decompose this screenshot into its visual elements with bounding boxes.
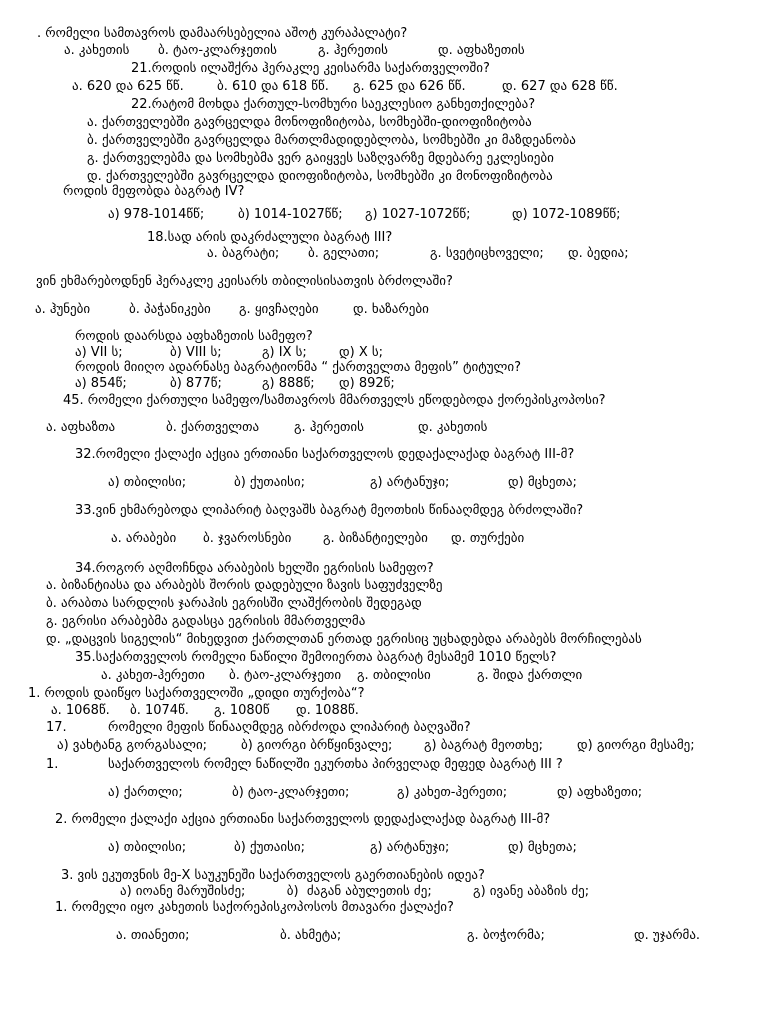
option-g: გ) კახეთ-ჰერეთი; xyxy=(397,785,508,800)
option-g: გ) არტანუჯი; xyxy=(370,475,450,490)
question-32: 32.რომელი ქალაქი აქცია ერთიანი საქართველოს დედაქალაქად ბაგრატ III-მ? xyxy=(75,447,575,462)
option-b: ბ) ქუთაისი; xyxy=(234,840,306,855)
option-d: დ. თურქები xyxy=(451,531,525,546)
option-b: ბ) VIII ს; xyxy=(170,345,222,360)
question-34-option-a: ა. ბიზანტიასა და არაბებს შორის დადებული ზავის საფუძველზე xyxy=(46,578,443,593)
option-d: დ) აფხაზეთი; xyxy=(557,785,643,800)
option-d: დ. კახეთის xyxy=(418,420,488,435)
question-2-capital: 2. რომელი ქალაქი აქცია ერთიანი საქართველოს დედაქალაქად ბაგრატ III-მ? xyxy=(55,812,551,827)
question-heraclius-allies: ვინ ეხმარებოდნენ ჰერაკლე კეისარს თბილისისათვის ბრძოლაში? xyxy=(36,274,453,289)
option-b: ბ) ქუთაისი; xyxy=(234,475,306,490)
options-2-capital xyxy=(0,840,768,856)
option-a: ა. ბაგრატი; xyxy=(207,246,280,261)
option-g: გ) ბაგრატ მეოთხე; xyxy=(424,738,544,753)
option-g: გ) არტანუჯი; xyxy=(370,840,450,855)
options-21 xyxy=(0,79,768,95)
option-g: გ. ბიზანტიელები xyxy=(323,531,428,546)
question-bagrat-iv: როდის მეფობდა ბაგრატ IV? xyxy=(63,184,245,199)
option-a: ა) ვახტანგ გორგასალი; xyxy=(57,738,208,753)
question-34-option-d: დ. „დაცვის სიგელის“ მიხედვით ქართლთან ერთად ეგრისიც უცხადებდა არაბებს მორჩილებას xyxy=(46,632,642,647)
option-g: გ. სვეტიცხოველი; xyxy=(430,246,544,261)
options-kings-title xyxy=(0,376,768,392)
option-b: ბ. 610 და 618 წწ. xyxy=(217,79,329,94)
question-34: 34.როგორ აღმოჩნდა არაბების ხელში ეგრისის სამეფო? xyxy=(75,561,434,576)
options-32 xyxy=(0,475,768,491)
option-g: გ) IX ს; xyxy=(262,345,307,360)
option-a: ა. 620 და 625 წწ. xyxy=(72,79,184,94)
option-d: დ) X ს; xyxy=(339,345,384,360)
question-great-turkish: 1. როდის დაიწყო საქართველოში „დიდი თურქობა“? xyxy=(28,686,365,701)
option-a: ა. კახეთ-ჰერეთი xyxy=(101,668,205,683)
option-g: გ) 888წ; xyxy=(262,376,315,391)
question-kings-title: როდის მიიღო ადარნასე ბაგრატიონმა “ ქართველთა მეფის” ტიტული? xyxy=(75,360,522,375)
option-d: დ) მცხეთა; xyxy=(508,475,577,490)
option-d: დ. უჯარმა. xyxy=(634,928,701,943)
option-a: ა. კახეთის xyxy=(64,43,130,58)
option-b: ბ) 877წ; xyxy=(170,376,222,391)
question-ashot-principality: . რომელი სამთავროს დამაარსებელია აშოტ კურაპალატი? xyxy=(37,26,408,41)
option-g: გ. თბილისი xyxy=(357,668,431,683)
question-22-option-d: დ. ქართველებში გავრცელდა დიოფიზიტობა, სომხებში კი მონოფიზიტობა xyxy=(87,169,553,184)
question-1-coronation xyxy=(0,757,768,773)
options-abkhaz-kingdom xyxy=(0,345,768,361)
option-b: ბ. 1074წ. xyxy=(130,703,189,718)
question-number: 17. xyxy=(46,720,67,735)
option-d: დ) მცხეთა; xyxy=(508,840,577,855)
option-g: გ. ჰერეთის xyxy=(294,420,364,435)
question-21: 21.როდის ილაშქრა ჰერაკლე კეისარმა საქართველოში? xyxy=(131,61,490,76)
options-45 xyxy=(0,420,768,436)
option-a: ა) VII ს; xyxy=(75,345,123,360)
question-22: 22.რატომ მოხდა ქართულ-სომხური საეკლესიო განხეთქილება? xyxy=(131,97,536,112)
option-b: ბ. ქართველთა xyxy=(166,420,260,435)
options-35 xyxy=(0,668,768,684)
option-d: დ) 1072-1089წწ; xyxy=(512,207,621,222)
question-34-option-g: გ. ეგრისი არაბებმა გადასცა ეგრისის მმართველმა xyxy=(46,614,366,629)
option-a: ა) თბილისი; xyxy=(108,840,187,855)
option-b: ბ) ტაო-კლარჯეთი; xyxy=(232,785,350,800)
options-3-unification: ა) იოანე მარუშისძე; ბ) ძაგან აბულეთის ძე; გ) ივანე აბაზის ძე; xyxy=(120,884,590,899)
question-17 xyxy=(0,720,768,736)
option-g: გ. 1080წ xyxy=(214,703,270,718)
option-a: ა) 978-1014წწ; xyxy=(108,207,205,222)
option-a: ა. ჰუნები xyxy=(35,302,91,317)
question-22-option-g: გ. ქართველებმა და სომხებმა ვერ გაიყვეს საზღვარზე მდებარე ეკლესიები xyxy=(87,151,554,166)
option-b: ბ. პაჭანიკები xyxy=(129,302,211,317)
question-3-unification: 3. ვის ეკუთვნის მე-X საუკუნეში საქართველოს გაერთიანების იდეა? xyxy=(61,868,485,883)
question-45: 45. რომელი ქართული სამეფო/სამთავროს მმართველს ეწოდებოდა ქორეპისკოპოსი? xyxy=(63,393,606,408)
option-a: ა) 854წ; xyxy=(75,376,127,391)
option-d: დ. 627 და 628 წწ. xyxy=(502,79,618,94)
option-b: ბ. ახმეტა; xyxy=(280,928,342,943)
option-g2: გ. შიდა ქართლი xyxy=(477,668,583,683)
option-d: დ) 892წ; xyxy=(339,376,395,391)
question-35: 35.საქართველოს რომელი ნაწილი შემოიერთა ბაგრატ მესამემ 1010 წელს? xyxy=(75,650,557,665)
option-a: ა. აფხაზთა xyxy=(46,420,116,435)
option-b: ბ. ჯვაროსნები xyxy=(203,531,292,546)
question-33: 33.ვინ ეხმარებოდა ლიპარიტ ბაღვაშს ბაგრატ მეოთხის წინააღმდეგ ბრძოლაში? xyxy=(75,503,584,518)
option-g: გ. ყივჩაღები xyxy=(239,302,319,317)
option-d: დ) გიორგი მესამე; xyxy=(577,738,695,753)
option-a: ა. თიანეთი; xyxy=(116,928,190,943)
option-b: ბ) გიორგი ბრწყინვალე; xyxy=(241,738,393,753)
question-abkhaz-kingdom: როდის დაარსდა აფხაზეთის სამეფო? xyxy=(75,329,313,344)
option-g: გ) 1027-1072წწ; xyxy=(365,207,471,222)
question-text: საქართველოს რომელ ნაწილში ეკურთხა პირველად მეფედ ბაგრატ III ? xyxy=(108,757,563,772)
options-ashot xyxy=(0,43,768,59)
question-text: რომელი მეფის წინააღმდეგ იბრძოდა ლიპარიტ ბაღვაში? xyxy=(108,720,471,735)
options-1-coronation xyxy=(0,785,768,801)
options-1-chorepiscopate xyxy=(0,928,768,944)
option-d: დ. ხაზარები xyxy=(353,302,429,317)
option-a: ა. არაბები xyxy=(111,531,177,546)
option-g: გ. ბოჭორმა; xyxy=(467,928,545,943)
option-d: დ. 1088წ. xyxy=(296,703,359,718)
option-d: დ. ბედია; xyxy=(568,246,629,261)
options-heraclius xyxy=(0,302,768,318)
options-bagrat-iv xyxy=(0,207,768,223)
question-number: 1. xyxy=(46,757,59,772)
option-a: ა) თბილისი; xyxy=(108,475,187,490)
option-b: ბ. ტაო-კლარჯეთის xyxy=(158,43,277,58)
options-17 xyxy=(0,738,768,754)
question-18: 18.სად არის დაკრძალული ბაგრატ III? xyxy=(147,230,393,245)
question-1-chorepiscopate: 1. რომელი იყო კახეთის საქორეპისკოპოსოს მთავარი ქალაქი? xyxy=(55,900,454,915)
option-b: ბ) 1014-1027წწ; xyxy=(238,207,343,222)
option-d: დ. აფხაზეთის xyxy=(438,43,525,58)
options-18 xyxy=(0,246,768,262)
option-b: ბ. ტაო-კლარჯეთი xyxy=(229,668,342,683)
option-b: ბ. გელათი; xyxy=(308,246,380,261)
question-34-option-b: ბ. არაბთა სარდლის ჯარაჰის ეგრისში ლაშქრობის შედეგად xyxy=(46,596,422,611)
option-a: ა. 1068წ. xyxy=(51,703,110,718)
option-g: გ. ჰერეთის xyxy=(318,43,388,58)
option-a: ა) ქართლი; xyxy=(108,785,183,800)
options-33 xyxy=(0,531,768,547)
options-great-turkish xyxy=(0,703,768,719)
question-22-option-b: ბ. ქართველებში გავრცელდა მართლმადიდებლობა, სომხებში კი მაზდეანობა xyxy=(87,133,576,148)
option-g: გ. 625 და 626 წწ. xyxy=(353,79,466,94)
question-22-option-a: ა. ქართველებში გავრცელდა მონოფიზიტობა, სომხებში-დიოფიზიტობა xyxy=(87,115,532,130)
